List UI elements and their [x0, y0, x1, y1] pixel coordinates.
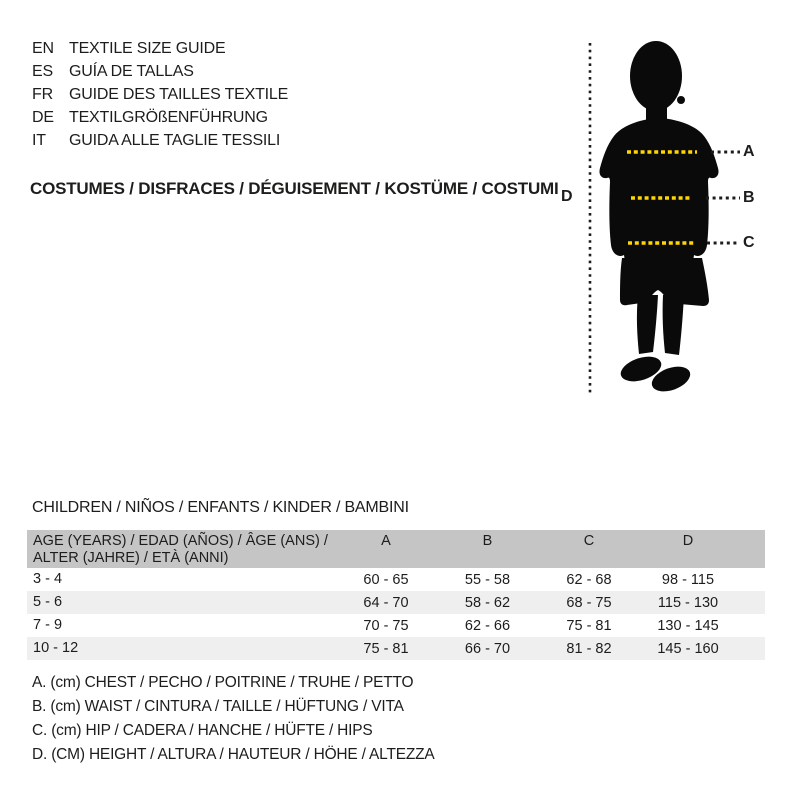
lang-row-fr: [32, 83, 288, 106]
hip-cell: 81 - 82: [566, 640, 612, 657]
chest-cell: 70 - 75: [363, 617, 409, 634]
waist-cell: 66 - 70: [464, 640, 511, 657]
age-cell: 5 - 6: [33, 594, 63, 610]
lang-title: GUÍA DE TALLAS: [69, 62, 194, 80]
legend-height: D. (CM) HEIGHT / ALTURA / HAUTEUR / HÖHE / ALTEZZA: [32, 746, 435, 763]
children-section-title: CHILDREN / NIÑOS / ENFANTS / KINDER / BAMBINI: [32, 499, 409, 516]
lang-code: ES: [32, 62, 53, 80]
height-cell: 98 - 115: [661, 571, 715, 588]
size-table-header-row: [27, 530, 765, 568]
height-label-d: D: [561, 188, 573, 205]
chest-cell: 64 - 70: [363, 594, 409, 611]
chest-label-a: A: [743, 143, 755, 160]
column-header-c: C: [583, 533, 595, 549]
hip-cell: 68 - 75: [566, 594, 612, 611]
height-cell: 145 - 160: [657, 640, 719, 657]
age-header-line1: AGE (YEARS) / EDAD (AÑOS) / ÂGE (ANS) /: [33, 533, 328, 549]
lang-title: GUIDE DES TAILLES TEXTILE: [69, 85, 289, 103]
waist-cell: 62 - 66: [464, 617, 511, 634]
lang-title: TEXTILE SIZE GUIDE: [69, 39, 226, 57]
lang-code: FR: [32, 85, 53, 103]
chest-cell: 60 - 65: [363, 571, 409, 588]
legend-chest: A. (cm) CHEST / PECHO / POITRINE / TRUHE / PETTO: [32, 674, 414, 691]
legend-hip: C. (cm) HIP / CADERA / HANCHE / HÜFTE / HIPS: [32, 722, 373, 739]
lang-row-de: [32, 106, 288, 129]
lang-code: EN: [32, 39, 54, 57]
table-row: [27, 637, 765, 660]
age-header-line2: ALTER (JAHRE) / ETÀ (ANNI): [33, 550, 229, 566]
height-cell: 115 - 130: [657, 594, 719, 611]
child-silhouette-figure: [540, 20, 800, 400]
lang-title: TEXTILGRÖßENFÜHRUNG: [69, 108, 268, 126]
chest-cell: 75 - 81: [363, 640, 409, 657]
age-cell: 10 - 12: [33, 640, 79, 656]
size-table: [27, 530, 765, 660]
age-cell: 3 - 4: [33, 571, 63, 587]
child-silhouette: [599, 41, 718, 396]
hip-label-c: C: [743, 234, 755, 251]
column-header-b: B: [482, 533, 493, 549]
column-header-d: D: [682, 533, 694, 549]
lang-code: DE: [32, 108, 54, 126]
column-header-a: A: [381, 533, 391, 549]
category-heading: COSTUMES / DISFRACES / DÉGUISEMENT / KOSTÜME / COSTUMI: [30, 179, 559, 198]
hip-cell: 62 - 68: [566, 571, 612, 588]
lang-row-es: [32, 60, 288, 83]
waist-label-b: B: [743, 189, 755, 206]
age-column-header: [27, 530, 336, 567]
lang-code: IT: [32, 131, 46, 149]
measure-legend: [32, 671, 435, 767]
language-title-list: [32, 37, 288, 152]
lang-title: GUIDA ALLE TAGLIE TESSILI: [69, 131, 281, 149]
hip-cell: 75 - 81: [566, 617, 612, 634]
age-cell: 7 - 9: [33, 617, 63, 633]
table-row: [27, 614, 765, 637]
legend-waist: B. (cm) WAIST / CINTURA / TAILLE / HÜFTUNG / VITA: [32, 698, 404, 715]
table-row: [27, 591, 765, 614]
lang-row-it: [32, 129, 288, 152]
height-cell: 130 - 145: [657, 617, 719, 634]
waist-cell: 58 - 62: [464, 594, 511, 611]
waist-cell: 55 - 58: [464, 571, 511, 588]
lang-row-en: [32, 37, 288, 60]
table-row: [27, 568, 765, 591]
